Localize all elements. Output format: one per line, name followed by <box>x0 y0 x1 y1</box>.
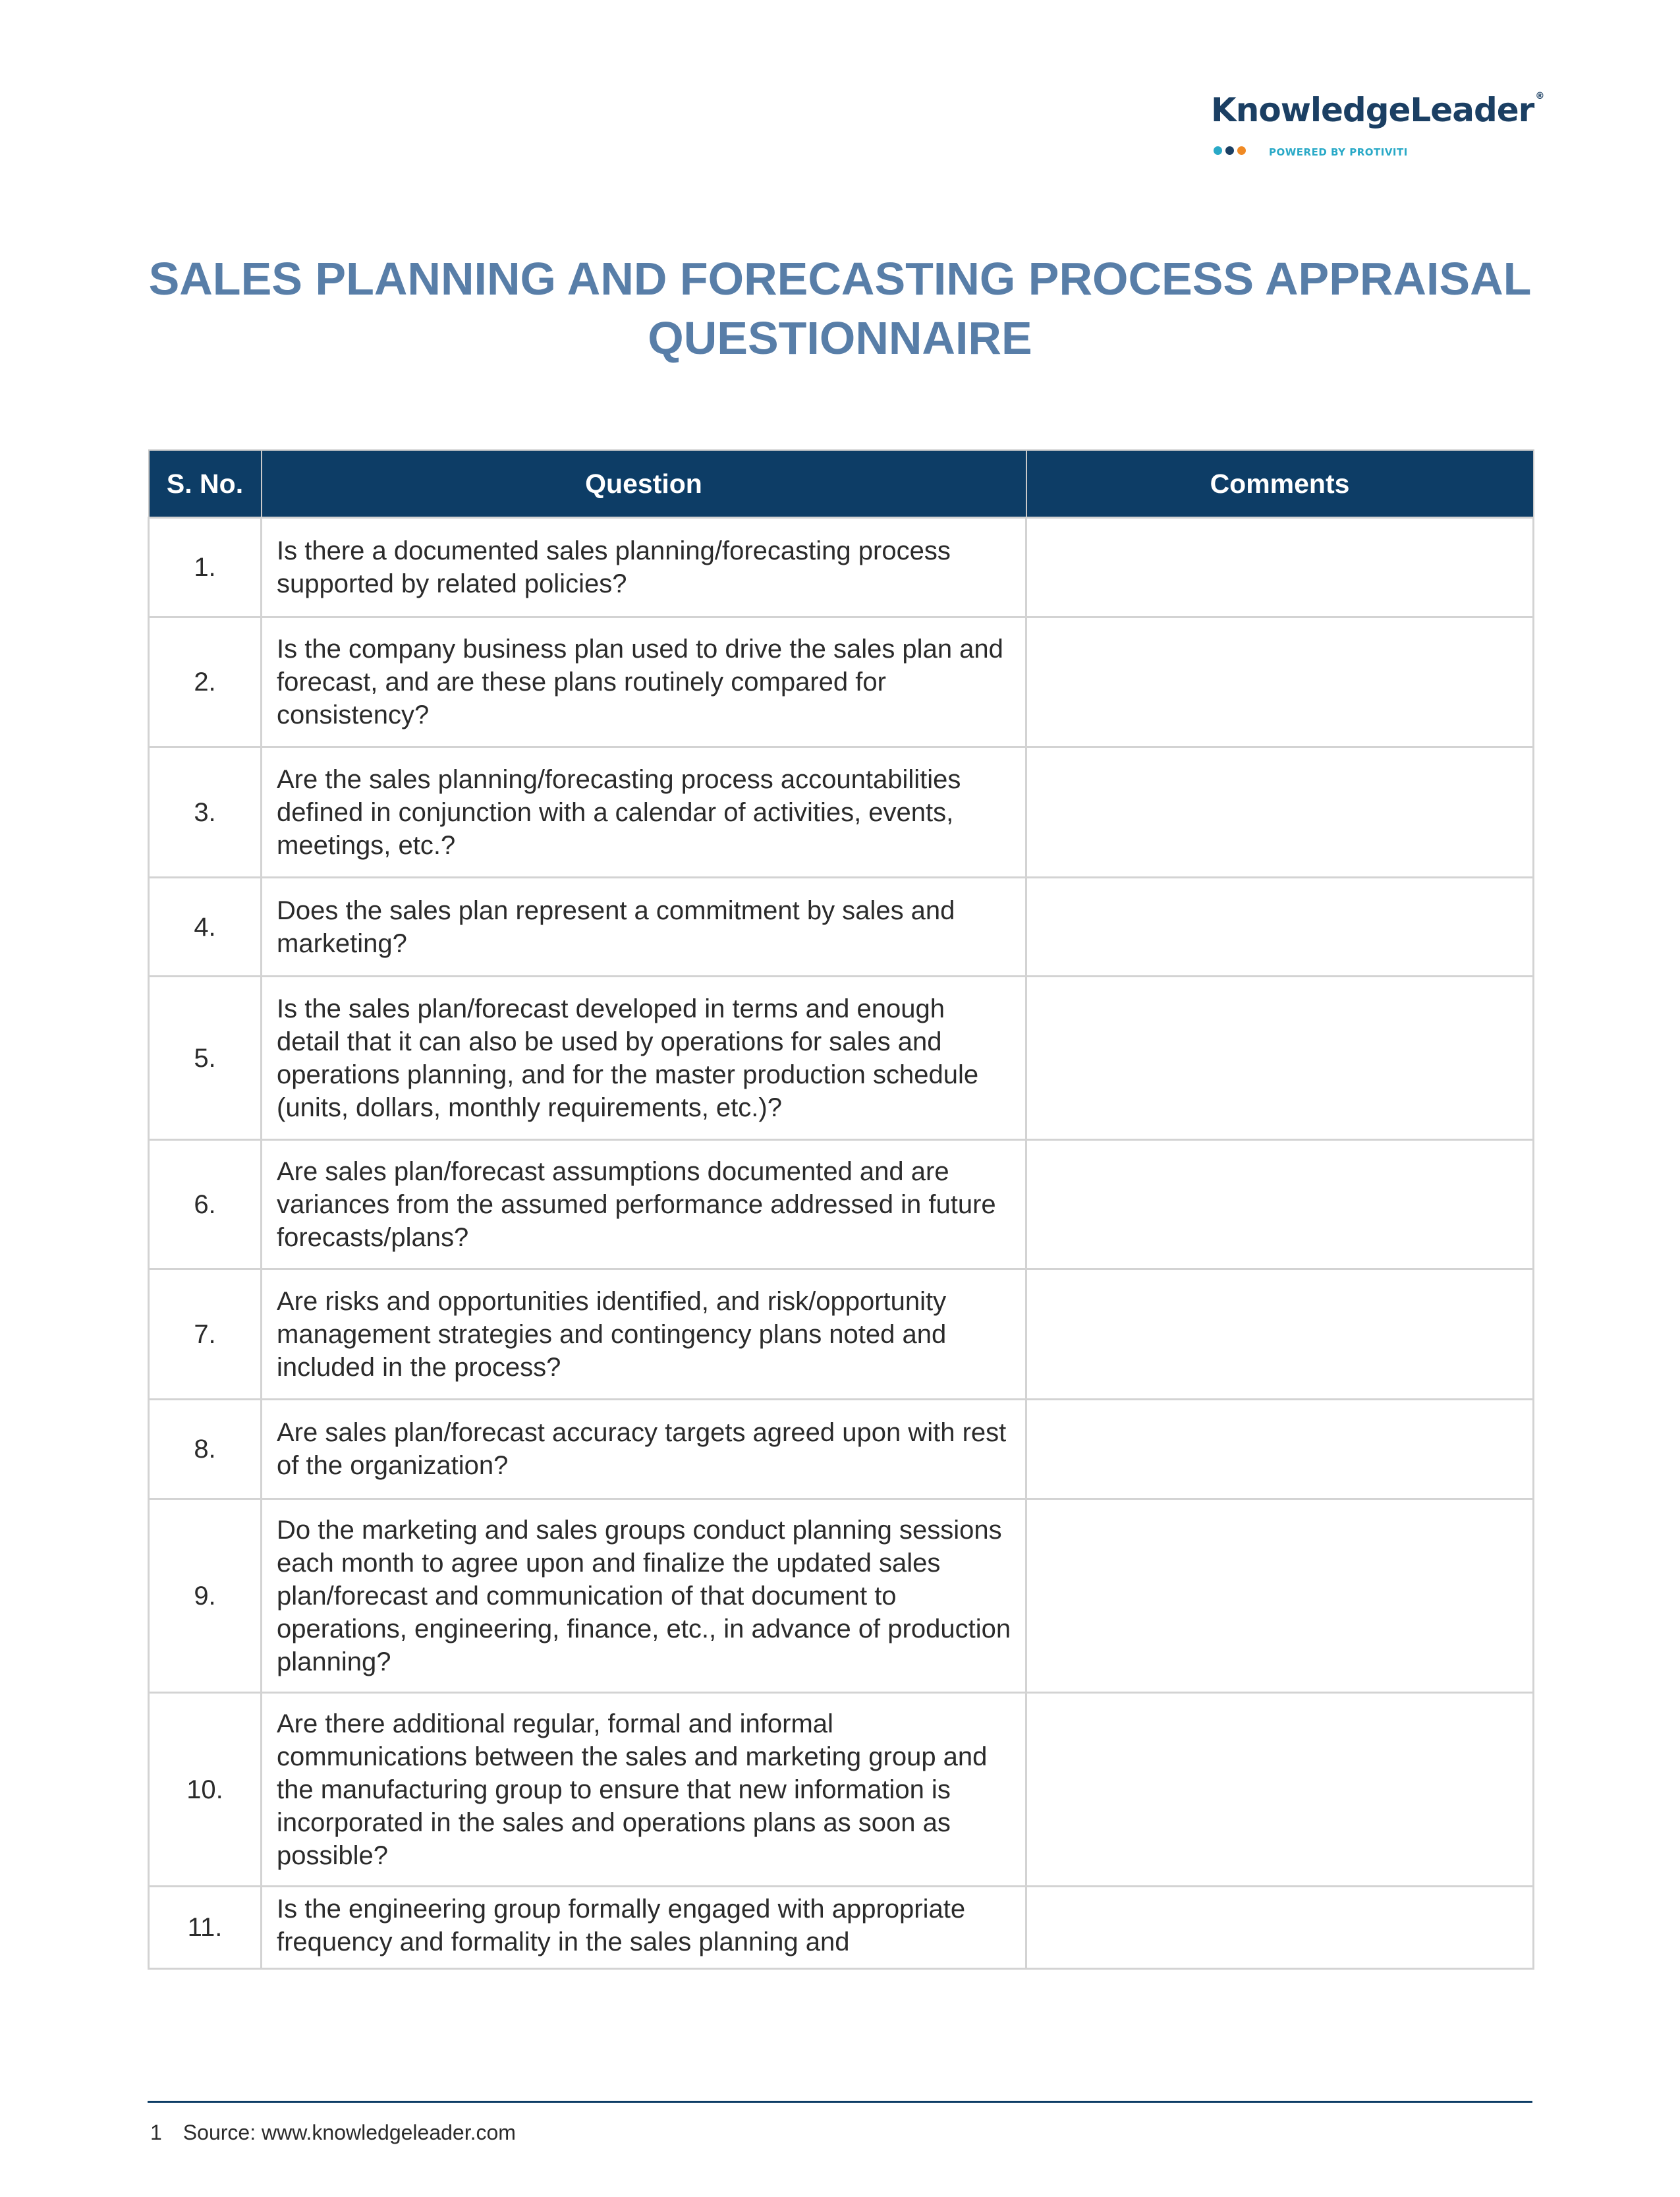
logo-dot-icon <box>1237 146 1246 155</box>
table-row <box>149 977 1534 1140</box>
row-comments-cell[interactable] <box>1026 1693 1534 1887</box>
table-row <box>149 878 1534 977</box>
row-number: 5. <box>149 977 262 1140</box>
row-comments-cell[interactable] <box>1026 977 1534 1140</box>
row-comments-cell[interactable] <box>1026 1140 1534 1269</box>
header-question: Question <box>262 450 1026 518</box>
row-question: Are sales plan/forecast accuracy targets agreed upon with rest of the organization? <box>262 1400 1026 1499</box>
row-comments-cell[interactable] <box>1026 878 1534 977</box>
logo-wordmark: KnowledgeLeader <box>1211 91 1534 129</box>
footnote-number: 1 <box>150 2121 162 2144</box>
row-number: 6. <box>149 1140 262 1269</box>
knowledgeleader-logo <box>1211 91 1544 163</box>
row-number: 1. <box>149 518 262 617</box>
row-number: 8. <box>149 1400 262 1499</box>
row-question: Are the sales planning/forecasting process accountabilities defined in conjunction with a calendar of activities, events, meetings, etc.? <box>262 747 1026 878</box>
table-row <box>149 617 1534 747</box>
row-comments-cell[interactable] <box>1026 1400 1534 1499</box>
footnote-divider <box>148 2101 1532 2103</box>
row-question: Are there additional regular, formal and informal communications between the sales and marketing group and the manufacturing group to ensure that new information is incorporated in the sales and operations plans as soon as possible? <box>262 1693 1026 1887</box>
row-comments-cell[interactable] <box>1026 1499 1534 1693</box>
row-number: 11. <box>149 1887 262 1969</box>
row-question: Is there a documented sales planning/forecasting process supported by related policies? <box>262 518 1026 617</box>
logo-dot-icon <box>1225 146 1234 155</box>
table-row <box>149 1887 1534 1969</box>
document-title: SALES PLANNING AND FORECASTING PROCESS APPRAISAL QUESTIONNAIRE <box>148 253 1532 364</box>
table-row <box>149 518 1534 617</box>
footnote-source: Source: www.knowledgeleader.com <box>182 2121 516 2144</box>
logo-registered-mark: ® <box>1535 91 1544 101</box>
logo-dots-icon <box>1214 146 1246 157</box>
table-row <box>149 1693 1534 1887</box>
row-number: 9. <box>149 1499 262 1693</box>
row-comments-cell[interactable] <box>1026 617 1534 747</box>
row-question: Is the engineering group formally engaged with appropriate frequency and formality in the sales planning and <box>262 1887 1026 1969</box>
row-question: Are risks and opportunities identified, and risk/opportunity management strategies and contingency plans noted and included in the process? <box>262 1269 1026 1400</box>
questionnaire-table <box>148 449 1534 1970</box>
table-row <box>149 747 1534 878</box>
row-number: 2. <box>149 617 262 747</box>
row-question: Are sales plan/forecast assumptions documented and are variances from the assumed performance addressed in future forecasts/plans? <box>262 1140 1026 1269</box>
table-row <box>149 1499 1534 1693</box>
row-question: Do the marketing and sales groups conduct planning sessions each month to agree upon and finalize the updated sales plan/forecast and communication of that document to operations, engineering, finance, etc., in advance of production planning? <box>262 1499 1026 1693</box>
row-question: Does the sales plan represent a commitment by sales and marketing? <box>262 878 1026 977</box>
table-row <box>149 1269 1534 1400</box>
table-row <box>149 1400 1534 1499</box>
row-number: 4. <box>149 878 262 977</box>
row-comments-cell[interactable] <box>1026 1887 1534 1969</box>
footnote <box>148 2121 516 2145</box>
row-comments-cell[interactable] <box>1026 1269 1534 1400</box>
row-question: Is the sales plan/forecast developed in terms and enough detail that it can also be used by operations for sales and operations planning, and for the master production schedule (units, dollars, monthly requirements, etc.)? <box>262 977 1026 1140</box>
row-question: Is the company business plan used to drive the sales plan and forecast, and are these plans routinely compared for consistency? <box>262 617 1026 747</box>
row-comments-cell[interactable] <box>1026 518 1534 617</box>
table-row <box>149 1140 1534 1269</box>
logo-tagline: POWERED BY PROTIVITI <box>1269 146 1408 158</box>
row-number: 3. <box>149 747 262 878</box>
row-number: 7. <box>149 1269 262 1400</box>
logo-dot-icon <box>1214 146 1222 155</box>
header-serial-number: S. No. <box>149 450 262 518</box>
header-comments: Comments <box>1026 450 1534 518</box>
row-comments-cell[interactable] <box>1026 747 1534 878</box>
table-header-row <box>149 450 1534 518</box>
row-number: 10. <box>149 1693 262 1887</box>
